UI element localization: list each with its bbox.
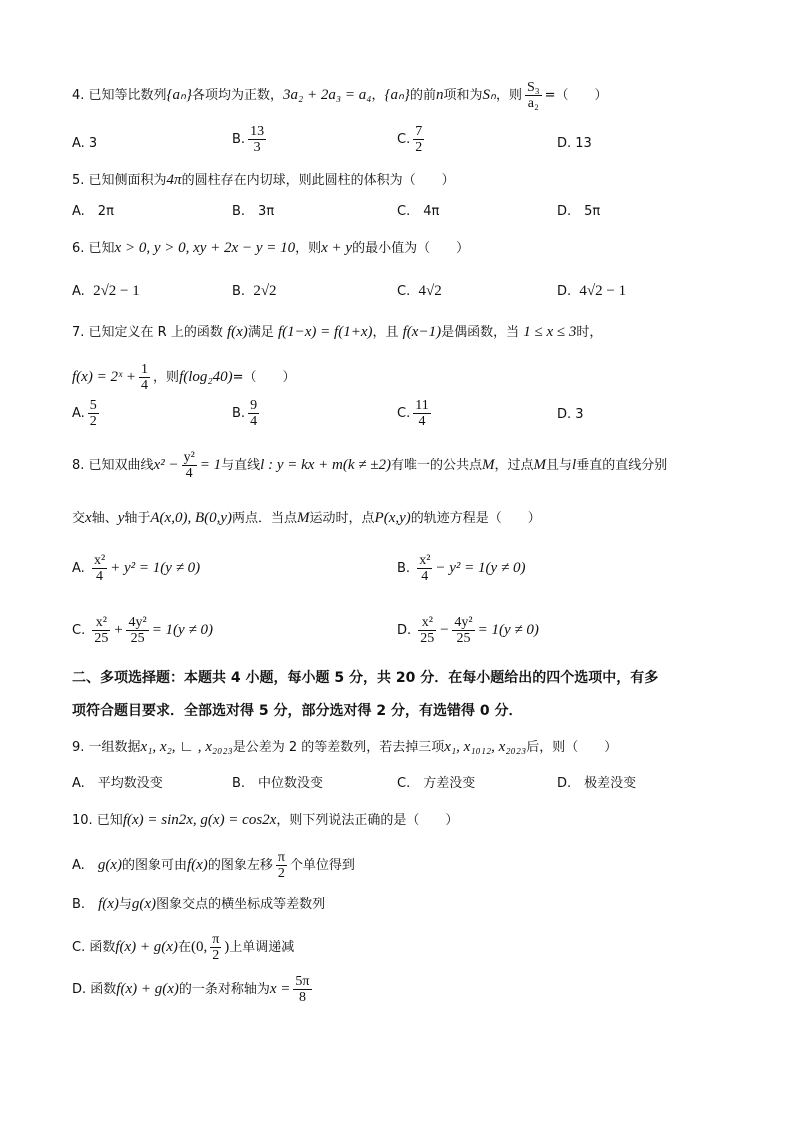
q4-fraction: $\frac{\text{S₃}}{\text{a₂}}$ (526, 80, 540, 111)
q9-option-a: A. 平均数没变 (72, 776, 163, 791)
q7-option-a: A. $\frac{5}{2}$ (72, 398, 97, 429)
q5-option-a: A. 2π (72, 204, 114, 219)
q6-option-c: C. 4√2 (397, 283, 442, 299)
q8-option-b: B. $\frac{\text{x²}}{4}$ − y² = 1(y ≠ 0) (397, 553, 526, 584)
q4-option-c: C. $\frac{7}{2}$ (397, 124, 423, 155)
q6-stem: 6. 已知x > 0, y > 0, xy + 2x − y = 10，则x + y的最小值为（ ） (72, 240, 470, 256)
q7-stem-line1: 7. 已知定义在 R 上的函数 f(x)满足 f(1−x) = f(1+x)，且 f(x−1)是偶函数，当 1 ≤ x ≤ 3时， (72, 324, 603, 340)
q4-option-d: D. 13 (557, 136, 592, 151)
q10-option-c: C. 函数f(x) + g(x)在(0, $\frac{\pi}{2}$ )上单调递减 (72, 932, 295, 963)
q8-option-c: C. $\frac{\text{x²}}{25}$ + $\frac{\text{4y²}}{25}$ = 1(y ≠ 0) (72, 615, 213, 646)
q8-option-d: D. $\frac{\text{x²}}{25}$ − $\frac{\text{4y²}}{25}$ = 1(y ≠ 0) (397, 615, 539, 646)
q6-option-a: A. 2√2 − 1 (72, 283, 140, 299)
q9-option-c: C. 方差没变 (397, 776, 476, 791)
q7-option-d: D. 3 (557, 407, 584, 422)
q10-option-b: B. f(x)与g(x)图象交点的横坐标成等差数列 (72, 896, 326, 912)
q5-option-d: D. 5π (557, 204, 601, 219)
q7-option-c: C. $\frac{11}{4}$ (397, 398, 429, 429)
q8-option-a: A. $\frac{\text{x²}}{4}$ + y² = 1(y ≠ 0) (72, 553, 201, 584)
q6-option-d: D. 4√2 − 1 (557, 283, 627, 299)
q5-stem: 5. 已知侧面积为4π的圆柱存在内切球，则此圆柱的体积为（ ） (72, 172, 455, 188)
q6-option-b: B. 2√2 (232, 283, 277, 299)
q7-option-b: B. $\frac{9}{4}$ (232, 398, 258, 429)
q9-option-b: B. 中位数没变 (232, 776, 324, 791)
q9-stem: 9. 一组数据x₁, x₂, ∟ , x₂₀₂₃是公差为 2 的等差数列，若去掉三项x₁, x₁₀₁₂, x₂₀₂₃后，则（ ） (72, 739, 618, 755)
q4-stem: 4. 已知等比数列{aₙ}各项均为正数，3a₂ + 2a₃ = a₄，{aₙ}的前n项和为Sₙ，则 $\frac{\text{S₃}}{\text{a₂}}$ =（ ） (72, 80, 608, 111)
q5-option-c: C. 4π (397, 204, 440, 219)
q4-option-a: A. 3 (72, 136, 98, 151)
q10-option-a: A. g(x)的图象可由f(x)的图象左移 $\frac{\pi}{2}$ 个单位得到 (72, 850, 355, 881)
q8-stem-line1: 8. 已知双曲线x² − $\frac{\text{y²}}{4}$ = 1与直线l : y = kx + m(k ≠ ±2)有唯一的公共点M，过点M且与l垂直的直线分别 (72, 450, 668, 481)
q10-stem: 10. 已知f(x) = sin2x, g(x) = cos2x，则下列说法正确的是（ ） (72, 812, 459, 828)
q5-option-b: B. 3π (232, 204, 275, 219)
section-2-header-line2: 项符合题目要求．全部选对得 5 分，部分选对得 2 分，有选错得 0 分． (72, 703, 523, 719)
q7-stem-line2: f(x) = 2ˣ + $\frac{1}{4}$ ，则f(log₂40)=（ ） (72, 362, 296, 393)
q4-option-b: B. $\frac{13}{3}$ (232, 124, 265, 155)
q10-option-d: D. 函数f(x) + g(x)的一条对称轴为x = $\frac{5\pi}{8}$ (72, 974, 310, 1005)
section-2-header-line1: 二、多项选择题：本题共 4 小题，每小题 5 分，共 20 分．在每小题给出的四个选项中，有多 (72, 670, 659, 686)
q8-stem-line2: 交x轴、y轴于A(x,0), B(0,y)两点．当点M运动时，点P(x,y)的轨迹方程是（ ） (72, 510, 541, 526)
q9-option-d: D. 极差没变 (557, 776, 637, 791)
